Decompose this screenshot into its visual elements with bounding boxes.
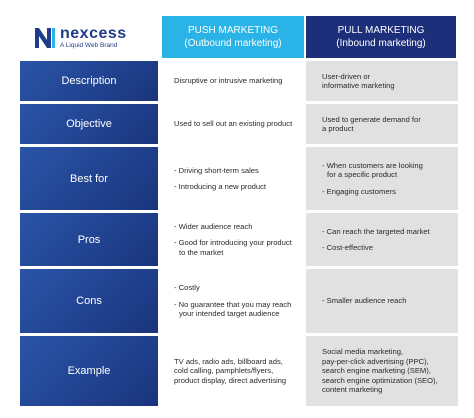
cell-line: product display, direct advertising: [174, 375, 287, 385]
nexcess-logo-icon: [33, 26, 57, 50]
nexcess-logo: [33, 22, 153, 54]
logo-tagline: A Liquid Web Brand: [60, 42, 118, 49]
cell-line: cold calling, pamphlets/flyers,: [174, 366, 274, 376]
table-row-description: [20, 61, 458, 101]
pull-cell: [306, 269, 458, 333]
cell-line: Disruptive or intrusive marketing: [174, 76, 283, 86]
cell-line: - Costly: [174, 283, 200, 293]
cell-line: User-driven or: [322, 71, 371, 81]
push-header-subtitle: (Outbound marketing): [184, 38, 282, 49]
cell-line: Used to sell out an existing product: [174, 119, 293, 129]
cell-line: informative marketing: [322, 81, 395, 90]
cell-line: search engine optimization (SEO),: [322, 375, 438, 385]
cell-line: Social media marketing,: [322, 347, 404, 357]
pull-cell: [306, 147, 458, 210]
cell-line: - Wider audience reach: [174, 221, 253, 231]
cell-line: - Introducing a new product: [174, 182, 267, 191]
cell-line: search engine marketing (SEM),: [322, 366, 431, 376]
cell-line: - Can reach the targeted market: [322, 226, 430, 236]
pull-header-subtitle: (Inbound marketing): [336, 38, 426, 49]
table-row-objective: [20, 104, 458, 144]
cell-line: TV ads, radio ads, billboard ads,: [174, 356, 283, 366]
row-label: Objective: [20, 104, 158, 144]
cell-line: - When customers are looking: [322, 160, 423, 170]
cell-line: - Driving short-term sales: [174, 165, 259, 175]
pull-cell: [306, 61, 458, 101]
cell-line: to the market: [179, 247, 224, 257]
table-row-pros: [20, 213, 458, 266]
cell-line: - No guarantee that you may reach: [174, 299, 292, 309]
push-cell: [162, 336, 304, 406]
push-cell: [162, 147, 304, 210]
cell-line: - Good for introducing your product: [174, 238, 292, 248]
cell-line: for a specific product: [327, 170, 398, 180]
table-row-cons: [20, 269, 458, 333]
row-label: Pros: [20, 213, 158, 266]
pull-header-title: PULL MARKETING: [337, 25, 425, 36]
pull-cell: [306, 104, 458, 144]
push-cell: [162, 269, 304, 333]
push-cell: [162, 213, 304, 266]
cell-line: your intended target audience: [179, 309, 280, 319]
push-header-title: PUSH MARKETING: [187, 25, 278, 36]
pull-marketing-header: [306, 16, 456, 58]
row-label: Description: [20, 61, 158, 101]
table-row-example: [20, 336, 458, 406]
table-row-best-for: [20, 147, 458, 210]
row-label: Cons: [20, 269, 158, 333]
pull-cell: [306, 336, 458, 406]
cell-line: Used to generate demand for: [322, 114, 421, 124]
cell-line: pay-per-click advertising (PPC),: [322, 356, 429, 366]
row-label: Example: [20, 336, 158, 406]
cell-line: - Engaging customers: [322, 186, 396, 196]
cell-line: content marketing: [322, 385, 383, 395]
push-marketing-header: [162, 16, 304, 58]
push-cell: [162, 104, 304, 144]
cell-line: - Cost-effective: [322, 243, 373, 252]
push-cell: [162, 61, 304, 101]
cell-line: - Smaller audience reach: [322, 296, 407, 306]
cell-line: a product: [322, 124, 354, 133]
pull-cell: [306, 213, 458, 266]
logo-brand-name: nexcess: [60, 25, 127, 42]
row-label: Best for: [20, 147, 158, 210]
